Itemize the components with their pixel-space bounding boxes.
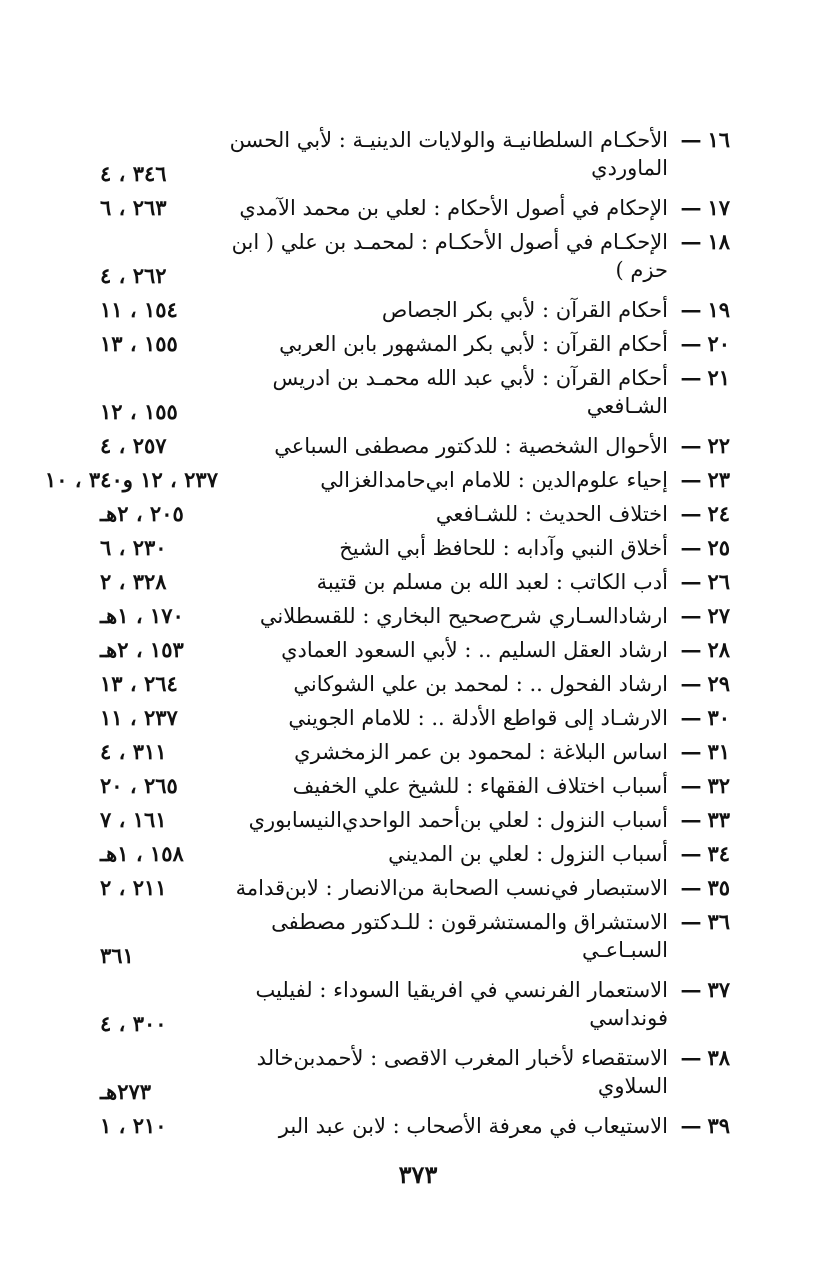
entry-number (676, 330, 730, 358)
entry-number-text: ٢٢ (707, 433, 730, 458)
page-reference: ٢٦٣ ، ٦ (100, 195, 167, 220)
entry-number (676, 670, 730, 698)
entry-number-text: ١٧ (707, 195, 730, 220)
entry-number (676, 126, 730, 154)
page-reference: ٣٠٠ ، ٤ (100, 1011, 167, 1036)
entry-title: ارشادالسـاري شرح‌صحيح البخاري : للقسطلاني (259, 604, 668, 628)
index-entry (100, 602, 730, 630)
entry-title: إحياء علوم‌الدين : للامام ابي‌حامدالغزالي (320, 468, 668, 492)
entry-dash: — (680, 467, 702, 492)
index-entry (100, 126, 730, 188)
entry-number (676, 296, 730, 324)
entry-dash: — (680, 1045, 702, 1070)
entry-number-text: ٢٧ (707, 603, 730, 628)
entry-dash: — (680, 365, 702, 390)
page-reference: ٣٦١ (100, 943, 134, 968)
entry-dash: — (680, 229, 702, 254)
index-entry (100, 500, 730, 528)
entry-dash: — (680, 773, 702, 798)
page-reference: ٢٦٢ ، ٤ (100, 263, 167, 288)
page-reference: ١٦١ ، ٧ (100, 807, 167, 832)
entry-title: الاستبصار في‌نسب الصحابة من‌الانصار : لابن‌قدامة (235, 876, 668, 900)
entry-number (676, 636, 730, 664)
entry-dash: — (680, 841, 702, 866)
entry-dash: — (680, 195, 702, 220)
entry-number (676, 738, 730, 766)
index-entry (100, 432, 730, 460)
page-reference: ٢٦٥ ، ٢٠ (100, 773, 178, 798)
entry-number-text: ١٩ (707, 297, 730, 322)
entry-title: الاستيعاب في معرفة الأصحاب : لابن عبد البر (278, 1114, 668, 1138)
index-entry (100, 738, 730, 766)
entry-dash: — (680, 501, 702, 526)
index-entry (100, 228, 730, 290)
entry-number-text: ٢٩ (707, 671, 730, 696)
entry-title: الأحكـام السلطانيـة والولايات الدينيـة : لأبي الحسن الماوردي (229, 128, 668, 180)
page-reference: ٢٣٠ ، ٦ (100, 535, 167, 560)
entry-number (676, 1044, 730, 1072)
entry-number (676, 1112, 730, 1140)
page-reference: ٢١٠ ، ١ (100, 1113, 167, 1138)
entry-title: أسباب النزول : لعلي بن المديني (388, 842, 668, 866)
page-reference: ١٥٤ ، ١١ (100, 297, 178, 322)
entry-number-text: ٣٣ (707, 807, 730, 832)
entry-dash: — (680, 433, 702, 458)
index-entry (100, 330, 730, 358)
index-entry (100, 772, 730, 800)
entry-number-text: ١٨ (707, 229, 730, 254)
entry-number-text: ٢٦ (707, 569, 730, 594)
entry-number (676, 432, 730, 460)
entry-number (676, 840, 730, 868)
entry-dash: — (680, 875, 702, 900)
entry-number (676, 806, 730, 834)
page-reference: ٢٥٧ ، ٤ (100, 433, 167, 458)
page-reference: ٢٦٤ ، ١٣ (100, 671, 178, 696)
entry-number (676, 602, 730, 630)
page-number: ٣٧٣ (398, 1160, 438, 1189)
entry-dash: — (680, 807, 702, 832)
entry-number-text: ٣٥ (707, 875, 730, 900)
page-reference: ٣١١ ، ٤ (100, 739, 167, 764)
entry-number-text: ٣٠ (707, 705, 730, 730)
entry-dash: — (680, 297, 702, 322)
entry-number-text: ٣٢ (707, 773, 730, 798)
entry-number-text: ٣١ (707, 739, 730, 764)
entry-title: الإحكام في أصول الأحكام : لعلي بن محمد الآمدي (239, 196, 668, 220)
entry-dash: — (680, 977, 702, 1002)
entry-number-text: ٣٩ (707, 1113, 730, 1138)
entry-number-text: ٣٤ (707, 841, 730, 866)
page-reference: ٢١١ ، ٢ (100, 875, 167, 900)
index-entry (100, 636, 730, 664)
entry-number (676, 976, 730, 1004)
index-entry (100, 364, 730, 426)
entry-title: أسباب النزول : لعلي بن‌أحمد الواحدي‌النيسابوري (248, 808, 668, 832)
entry-dash: — (680, 603, 702, 628)
index-entry (100, 296, 730, 324)
entry-number-text: ٢٣ (707, 467, 730, 492)
index-entry (100, 704, 730, 732)
entry-number-text: ٢٠ (707, 331, 730, 356)
entry-number (676, 228, 730, 256)
index-entry (100, 194, 730, 222)
entry-number (676, 908, 730, 936)
index-entry (100, 568, 730, 596)
page-reference: ٣٢٨ ، ٢ (100, 569, 167, 594)
index-entry (100, 1044, 730, 1106)
entry-number-text: ٢٥ (707, 535, 730, 560)
entry-title: أسباب اختلاف الفقهاء : للشيخ علي الخفيف (292, 774, 668, 798)
index-entry (44, 466, 730, 494)
entry-number-text: ٢١ (707, 365, 730, 390)
entry-title: اختلاف الحديث : للشـافعي (435, 502, 668, 526)
entry-number (676, 466, 730, 494)
entry-number-text: ٣٦ (707, 909, 730, 934)
entry-title: الاستقصاء لأخبار المغرب الاقصى : لأحمدبن‌خالد السلاوي (256, 1046, 668, 1098)
page-reference: ١٥٥ ، ١٣ (100, 331, 178, 356)
entry-title: أحكام القرآن : لأبي بكر المشهور بابن العربي (279, 332, 668, 356)
entry-title: أدب الكاتب : لعبد الله بن مسلم بن قتيبة (316, 570, 668, 594)
entry-title: أحكام القرآن : لأبي عبد الله محمـد بن ادريس الشـافعي (272, 366, 668, 418)
page-reference: ٣٤٦ ، ٤ (100, 161, 167, 186)
page-reference: ٢٠٥ ، ٢هـ (100, 501, 184, 526)
entry-dash: — (680, 739, 702, 764)
entry-title: ارشاد العقل السليم .. : لأبي السعود العمادي (281, 638, 668, 662)
index-entry (100, 534, 730, 562)
entry-title: أخلاق النبي وآدابه : للحافظ أبي الشيخ (339, 536, 668, 560)
entry-title: الأحوال الشخصية : للدكتور مصطفى السباعي (274, 434, 668, 458)
entry-number-text: ٢٨ (707, 637, 730, 662)
index-entry (100, 840, 730, 868)
index-entry (100, 874, 730, 902)
entry-dash: — (680, 569, 702, 594)
index-entry (100, 806, 730, 834)
entry-dash: — (680, 127, 702, 152)
entry-number (676, 194, 730, 222)
page-reference: ١٧٠ ، ١هـ (100, 603, 184, 628)
entry-title: أحكام القرآن : لأبي بكر الجصاص (381, 298, 668, 322)
entry-dash: — (680, 909, 702, 934)
entry-number-text: ١٦ (707, 127, 730, 152)
entry-title: الاستعمار الفرنسي في افريقيا السوداء : لفيليب فونداسي (255, 978, 668, 1030)
index-list (44, 126, 730, 1146)
entry-dash: — (680, 671, 702, 696)
entry-number (676, 568, 730, 596)
entry-number-text: ٢٤ (707, 501, 730, 526)
index-entry (100, 1112, 730, 1140)
page-reference: ١٥٣ ، ٢هـ (100, 637, 184, 662)
page-reference: ٢٣٧ ، ١١ (100, 705, 178, 730)
entry-dash: — (680, 535, 702, 560)
entry-dash: — (680, 705, 702, 730)
index-entry (100, 976, 730, 1038)
entry-title: الارشـاد إلى قواطع الأدلة .. : للامام الجويني (288, 706, 668, 730)
entry-number-text: ٣٧ (707, 977, 730, 1002)
entry-number (676, 772, 730, 800)
page-reference: ١٥٨ ، ١هـ (100, 841, 184, 866)
entry-number (676, 534, 730, 562)
page-reference: ١٥٥ ، ١٢ (100, 399, 178, 424)
entry-title: ارشاد الفحول .. : لمحمد بن علي الشوكاني (293, 672, 668, 696)
entry-number-text: ٣٨ (707, 1045, 730, 1070)
entry-number (676, 500, 730, 528)
entry-dash: — (680, 637, 702, 662)
entry-number (676, 874, 730, 902)
entry-number (676, 364, 730, 392)
entry-title: اساس البلاغة : لمحمود بن عمر الزمخشري (294, 740, 668, 764)
page-reference: ٢٧٣هـ (100, 1079, 152, 1104)
entry-title: الإحكـام في أصول الأحكـام : لمحمـد بن علي ( ابن حزم ) (231, 230, 668, 282)
entry-dash: — (680, 1113, 702, 1138)
page-reference: ٢٣٧ ، ١٢ و٣٤٠ ، ١٠ (44, 467, 218, 492)
entry-dash: — (680, 331, 702, 356)
entry-number (676, 704, 730, 732)
entry-title: الاستشراق والمستشرقون : للـدكتور مصطفى السبـاعـي (271, 910, 668, 962)
index-entry (100, 908, 730, 970)
index-entry (100, 670, 730, 698)
